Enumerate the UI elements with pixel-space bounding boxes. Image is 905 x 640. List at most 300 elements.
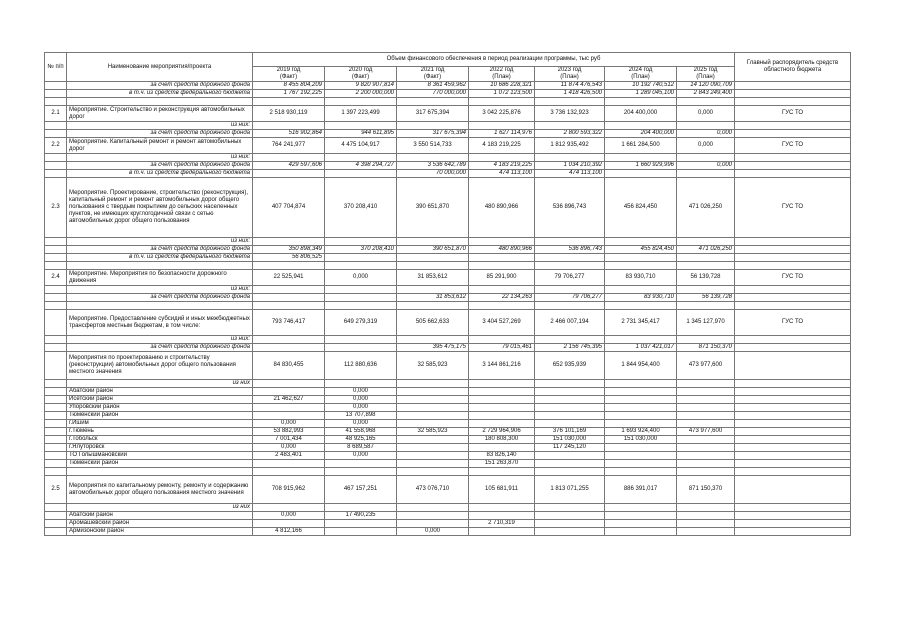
value-cell: 1 767 192,225 [253, 90, 325, 98]
value-cell [677, 444, 735, 452]
distributor-cell [735, 444, 851, 452]
table-row [45, 138, 851, 154]
value-cell [253, 294, 325, 302]
value-cell [677, 170, 735, 178]
value-cell: 117 245,120 [535, 444, 605, 452]
value-cell: 1 812 935,492 [535, 138, 605, 154]
table-row [45, 436, 851, 444]
value-cell: 31 853,612 [397, 294, 469, 302]
value-cell [605, 122, 677, 130]
funding-table [44, 52, 851, 536]
value-cell: 793 746,417 [253, 310, 325, 336]
value-cell: 3 404 527,269 [469, 310, 535, 336]
value-cell [605, 380, 677, 388]
value-cell: 22 525,941 [253, 270, 325, 286]
value-cell [605, 452, 677, 460]
row-number [45, 254, 67, 262]
value-cell: 83 930,710 [605, 270, 677, 286]
value-cell: 1 418 426,500 [535, 90, 605, 98]
distributor-cell [735, 412, 851, 420]
measure-name: Мероприятия по проектированию и строительству (реконструкции) автомобильных дорог общего пользования местного значения [67, 352, 253, 380]
value-cell [677, 254, 735, 262]
value-cell [535, 154, 605, 162]
value-cell: 14 120 090,709 [677, 82, 735, 90]
value-cell [397, 336, 469, 344]
distributor-cell [735, 504, 851, 512]
measure-name: Мероприятие. Предоставление субсидий и иных межбюджетных трансфертов местным бюджетам, в том числе: [67, 310, 253, 336]
value-cell [325, 170, 397, 178]
distributor-cell [735, 460, 851, 468]
value-cell [325, 154, 397, 162]
year-type: (План) [560, 74, 579, 80]
value-cell: 652 935,939 [535, 352, 605, 380]
value-cell: 395 475,175 [397, 344, 469, 352]
value-cell: 0,000 [325, 420, 397, 428]
value-cell [469, 420, 535, 428]
value-cell [605, 396, 677, 404]
value-cell [535, 98, 605, 106]
value-cell [397, 512, 469, 520]
district-name: г.Тобольск [67, 436, 253, 444]
value-cell [253, 336, 325, 344]
value-cell [535, 452, 605, 460]
value-cell: 79 015,461 [469, 344, 535, 352]
year-header [677, 67, 735, 82]
value-cell: 2 156 745,395 [535, 344, 605, 352]
row-number [45, 444, 67, 452]
table-row [45, 352, 851, 380]
year-label: 2023 год [557, 67, 582, 73]
distributor-cell [735, 336, 851, 344]
district-name: ТО Голышмановский [67, 452, 253, 460]
value-cell: 8 689,587 [325, 444, 397, 452]
value-cell: 0,000 [325, 388, 397, 396]
value-cell [677, 420, 735, 428]
year-header [469, 67, 535, 82]
row-number [45, 452, 67, 460]
value-cell: 56 806,525 [253, 254, 325, 262]
funding-source-label: за счет средств дорожного фонда [67, 246, 253, 254]
value-cell [605, 420, 677, 428]
value-cell [605, 504, 677, 512]
value-cell: 370 208,410 [325, 178, 397, 238]
value-cell [397, 468, 469, 476]
value-cell [605, 170, 677, 178]
funding-source-label: в т.ч. из средств федерального бюджета [67, 170, 253, 178]
value-cell: 871 150,370 [677, 476, 735, 504]
value-cell [253, 238, 325, 246]
table-row [45, 336, 851, 344]
value-cell: 7 001,434 [253, 436, 325, 444]
row-number: 2.2 [45, 138, 67, 154]
value-cell: 4 183 219,225 [469, 162, 535, 170]
value-cell: 3 736 132,923 [535, 106, 605, 122]
value-cell [253, 504, 325, 512]
value-cell [325, 302, 397, 310]
value-cell [677, 238, 735, 246]
table-row [45, 468, 851, 476]
value-cell [253, 98, 325, 106]
value-cell: 0,000 [253, 512, 325, 520]
row-number [45, 468, 67, 476]
sub-label: из них: [67, 238, 253, 246]
value-cell [677, 460, 735, 468]
value-cell [535, 302, 605, 310]
value-cell [397, 388, 469, 396]
value-cell: 0,000 [325, 396, 397, 404]
value-cell [535, 528, 605, 536]
funding-source-label: за счет средств дорожного фонда [67, 344, 253, 352]
value-cell: 10 686 228,321 [469, 82, 535, 90]
value-cell [253, 262, 325, 270]
value-cell: 10 192 740,512 [605, 82, 677, 90]
distributor-cell [735, 512, 851, 520]
year-header [535, 67, 605, 82]
year-type: (Факт) [351, 74, 370, 80]
value-cell: 83 930,710 [605, 294, 677, 302]
value-cell [253, 404, 325, 412]
table-row [45, 428, 851, 436]
value-cell [677, 336, 735, 344]
value-cell [605, 528, 677, 536]
value-cell [469, 380, 535, 388]
value-cell [325, 460, 397, 468]
table-row [45, 396, 851, 404]
value-cell: 0,000 [677, 162, 735, 170]
distributor-cell [735, 294, 851, 302]
year-type: (План) [492, 74, 511, 80]
row-number [45, 428, 67, 436]
value-cell: 2 483,401 [253, 452, 325, 460]
row-number [45, 310, 67, 336]
col-distributor-header: Главный распорядитель средств областного бюджета [735, 53, 851, 82]
row-number [45, 344, 67, 352]
value-cell: 204 400,000 [605, 130, 677, 138]
distributor-cell [735, 452, 851, 460]
value-cell [469, 98, 535, 106]
row-number [45, 238, 67, 246]
value-cell [535, 460, 605, 468]
row-number: 2.3 [45, 178, 67, 238]
value-cell [253, 380, 325, 388]
value-cell: 474 113,100 [535, 170, 605, 178]
value-cell [469, 154, 535, 162]
distributor-cell [735, 436, 851, 444]
value-cell [677, 520, 735, 528]
value-cell [469, 302, 535, 310]
row-number [45, 388, 67, 396]
value-cell: 17 490,235 [325, 512, 397, 520]
value-cell: 2 710,319 [469, 520, 535, 528]
distributor-cell [735, 262, 851, 270]
sub-label: из них: [67, 286, 253, 294]
value-cell [605, 468, 677, 476]
value-cell [535, 238, 605, 246]
funding-source-label: в т.ч. из средств федерального бюджета [67, 90, 253, 98]
year-label: 2021 год [420, 67, 445, 73]
distributor-cell: ГУС ТО [735, 106, 851, 122]
value-cell: 41 558,968 [325, 428, 397, 436]
table-row [45, 520, 851, 528]
value-cell: 1 034 210,392 [535, 162, 605, 170]
year-header [253, 67, 325, 82]
value-cell [397, 254, 469, 262]
table-row [45, 512, 851, 520]
value-cell [535, 122, 605, 130]
value-cell [253, 302, 325, 310]
value-cell: 764 241,977 [253, 138, 325, 154]
value-cell [469, 122, 535, 130]
value-cell [397, 412, 469, 420]
funding-source-label: за счет средств дорожного фонда [67, 294, 253, 302]
value-cell [253, 388, 325, 396]
value-cell [253, 344, 325, 352]
table-row [45, 476, 851, 504]
table-row [45, 310, 851, 336]
value-cell [325, 528, 397, 536]
value-cell: 2 731 345,417 [605, 310, 677, 336]
year-label: 2022 год [489, 67, 514, 73]
value-cell: 1 072 123,500 [469, 90, 535, 98]
sub-label: из них: [67, 336, 253, 344]
value-cell: 649 279,319 [325, 310, 397, 336]
table-row [45, 154, 851, 162]
year-header [605, 67, 677, 82]
value-cell [469, 286, 535, 294]
value-cell [325, 336, 397, 344]
value-cell: 3 144 861,216 [469, 352, 535, 380]
value-cell: 0,000 [253, 444, 325, 452]
row-number [45, 380, 67, 388]
value-cell [677, 436, 735, 444]
year-label: 2025 год [693, 67, 718, 73]
distributor-cell [735, 344, 851, 352]
value-cell: 2 800 593,322 [535, 130, 605, 138]
district-name: Упоровский район [67, 404, 253, 412]
row-number [45, 90, 67, 98]
row-number [45, 460, 67, 468]
table-row [45, 170, 851, 178]
value-cell: 8 361 459,962 [397, 82, 469, 90]
value-cell: 1 661 284,500 [605, 138, 677, 154]
value-cell: 390 651,870 [397, 246, 469, 254]
value-cell [677, 512, 735, 520]
year-type: (Факт) [423, 74, 442, 80]
year-type: (План) [631, 74, 650, 80]
value-cell [535, 504, 605, 512]
table-row [45, 98, 851, 106]
distributor-cell: ГУС ТО [735, 310, 851, 336]
value-cell [605, 238, 677, 246]
value-cell: 1 844 954,400 [605, 352, 677, 380]
table-row [45, 388, 851, 396]
value-cell: 112 880,636 [325, 352, 397, 380]
value-cell: 4 812,166 [253, 528, 325, 536]
year-header [397, 67, 469, 82]
value-cell [469, 412, 535, 420]
row-number [45, 162, 67, 170]
district-name: Абатский район [67, 388, 253, 396]
value-cell [677, 396, 735, 404]
value-cell [469, 504, 535, 512]
district-name: Абатский район [67, 512, 253, 520]
value-cell [605, 520, 677, 528]
table-row [45, 294, 851, 302]
value-cell: 180 808,300 [469, 436, 535, 444]
value-cell [677, 388, 735, 396]
value-cell: 84 830,455 [253, 352, 325, 380]
value-cell: 8 455 804,209 [253, 82, 325, 90]
row-number [45, 412, 67, 420]
row-number [45, 302, 67, 310]
row-number [45, 504, 67, 512]
value-cell [469, 512, 535, 520]
value-cell [253, 154, 325, 162]
table-row [45, 178, 851, 238]
value-cell [397, 420, 469, 428]
value-cell [397, 396, 469, 404]
value-cell [677, 452, 735, 460]
value-cell [677, 302, 735, 310]
funding-source-label: за счет средств дорожного фонда [67, 130, 253, 138]
value-cell: 770 000,000 [397, 90, 469, 98]
value-cell: 151 030,000 [605, 436, 677, 444]
value-cell: 467 157,251 [325, 476, 397, 504]
value-cell [535, 412, 605, 420]
value-cell [397, 286, 469, 294]
distributor-cell: ГУС ТО [735, 270, 851, 286]
value-cell [469, 444, 535, 452]
value-cell: 85 291,900 [469, 270, 535, 286]
table-row [45, 302, 851, 310]
table-row [45, 238, 851, 246]
table-row [45, 254, 851, 262]
table-row [45, 106, 851, 122]
table-row [45, 82, 851, 90]
distributor-cell [735, 98, 851, 106]
value-cell: 151 263,870 [469, 460, 535, 468]
district-name: Исетский район [67, 396, 253, 404]
row-number: 2.4 [45, 270, 67, 286]
value-cell [469, 528, 535, 536]
value-cell [397, 122, 469, 130]
table-row [45, 286, 851, 294]
value-cell [469, 336, 535, 344]
funding-source-label: в т.ч. из средств федерального бюджета [67, 254, 253, 262]
measure-name: Мероприятие. Капитальный ремонт и ремонт автомобильных дорог [67, 138, 253, 154]
district-name: г.Ишим [67, 420, 253, 428]
table-row [45, 504, 851, 512]
value-cell [397, 302, 469, 310]
distributor-cell [735, 388, 851, 396]
row-number: 2.5 [45, 476, 67, 504]
value-cell: 505 662,633 [397, 310, 469, 336]
value-cell: 4 183 219,225 [469, 138, 535, 154]
row-number: 2.1 [45, 106, 67, 122]
row-number [45, 82, 67, 90]
value-cell: 0,000 [253, 420, 325, 428]
value-cell: 53 882,993 [253, 428, 325, 436]
blank-cell [67, 98, 253, 106]
value-cell: 390 651,870 [397, 178, 469, 238]
value-cell: 1 289 045,100 [605, 90, 677, 98]
value-cell: 871 150,370 [677, 344, 735, 352]
value-cell: 471 026,250 [677, 178, 735, 238]
value-cell: 204 400,000 [605, 106, 677, 122]
distributor-cell [735, 468, 851, 476]
value-cell [469, 254, 535, 262]
table-row [45, 90, 851, 98]
row-number [45, 396, 67, 404]
value-cell: 2 518 930,119 [253, 106, 325, 122]
value-cell: 471 026,250 [677, 246, 735, 254]
value-cell: 944 611,895 [325, 130, 397, 138]
table-row [45, 162, 851, 170]
value-cell [325, 122, 397, 130]
row-number [45, 262, 67, 270]
row-number [45, 404, 67, 412]
value-cell [535, 512, 605, 520]
distributor-cell [735, 520, 851, 528]
distributor-cell [735, 476, 851, 504]
value-cell: 480 890,966 [469, 178, 535, 238]
value-cell [253, 122, 325, 130]
value-cell [677, 412, 735, 420]
distributor-cell [735, 246, 851, 254]
row-number [45, 336, 67, 344]
value-cell [253, 520, 325, 528]
value-cell: 3 042 225,876 [469, 106, 535, 122]
value-cell: 317 675,394 [397, 106, 469, 122]
value-cell: 22 134,263 [469, 294, 535, 302]
value-cell: 1 345 127,970 [677, 310, 735, 336]
blank-cell [67, 302, 253, 310]
district-name: Армизонский район [67, 528, 253, 536]
row-number [45, 170, 67, 178]
value-cell [253, 460, 325, 468]
value-cell: 0,000 [677, 130, 735, 138]
distributor-cell [735, 238, 851, 246]
value-cell [325, 254, 397, 262]
value-cell [325, 520, 397, 528]
value-cell: 708 915,962 [253, 476, 325, 504]
value-cell: 886 391,017 [605, 476, 677, 504]
distributor-cell [735, 254, 851, 262]
value-cell [469, 396, 535, 404]
value-cell [535, 404, 605, 412]
table-row [45, 452, 851, 460]
value-cell [325, 380, 397, 388]
value-cell [469, 388, 535, 396]
value-cell: 13 707,898 [325, 412, 397, 420]
table-row [45, 412, 851, 420]
value-cell: 32 585,923 [397, 352, 469, 380]
value-cell [677, 98, 735, 106]
value-cell [325, 294, 397, 302]
value-cell [677, 262, 735, 270]
year-label: 2024 год [628, 67, 653, 73]
value-cell [605, 404, 677, 412]
distributor-cell [735, 528, 851, 536]
value-cell [325, 286, 397, 294]
value-cell [397, 404, 469, 412]
value-cell: 350 898,349 [253, 246, 325, 254]
blank-cell [67, 468, 253, 476]
value-cell [397, 436, 469, 444]
table-row [45, 404, 851, 412]
col-no-header: № п/п [45, 53, 67, 82]
value-cell: 0,000 [677, 106, 735, 122]
